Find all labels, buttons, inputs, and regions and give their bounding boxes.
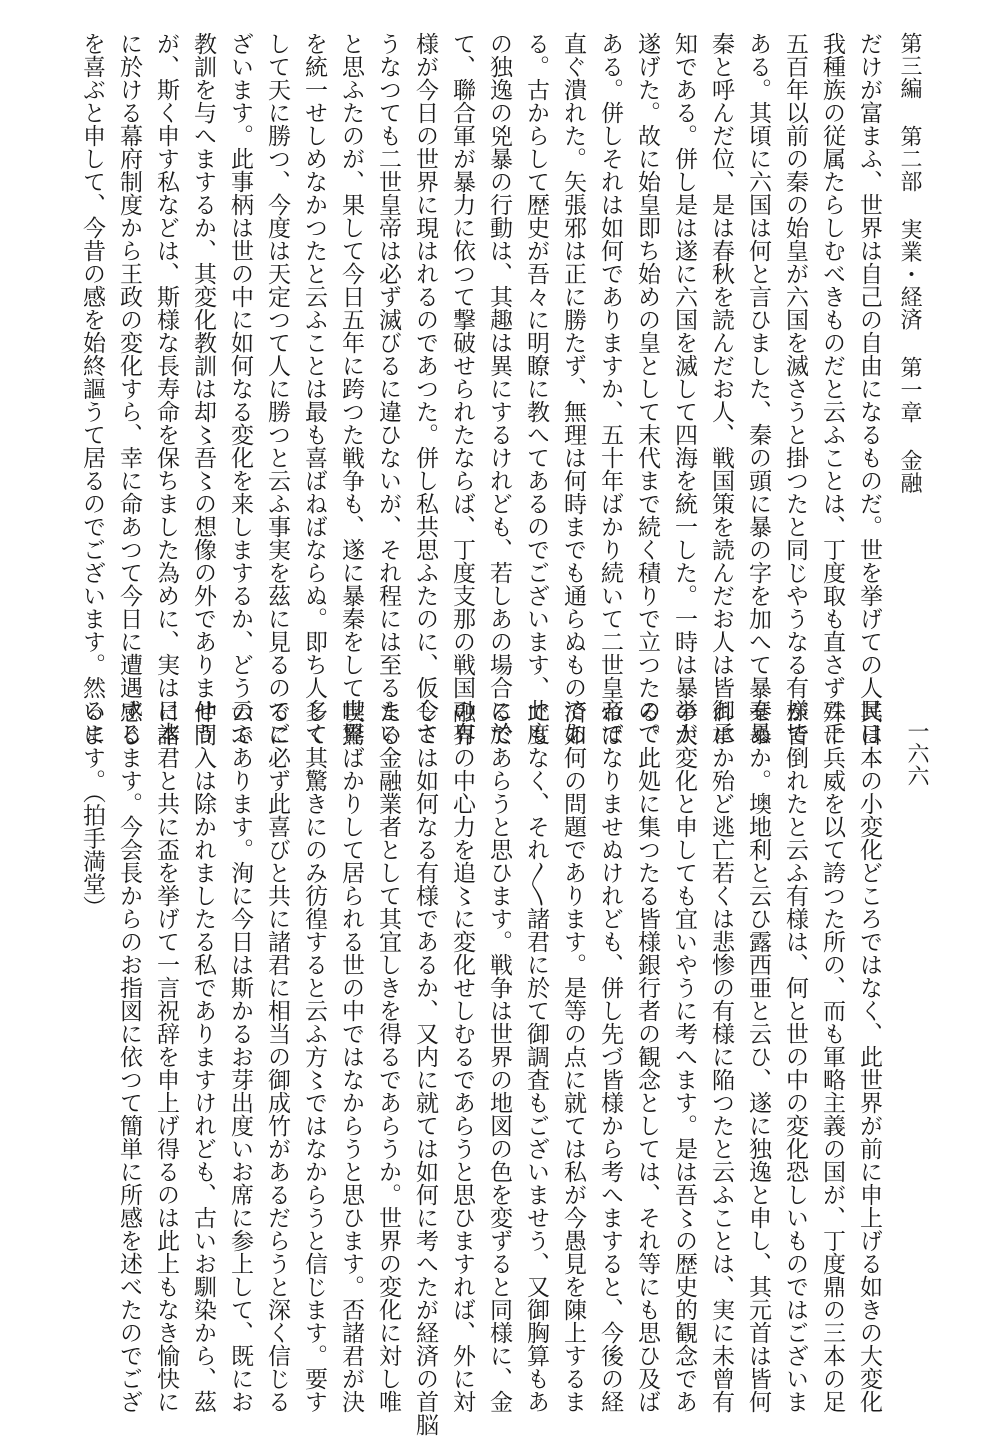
text-line: 我種族の従属たらしむべきものだと云ふことは、丁度取も直さず二千: [819, 32, 845, 745]
text-line: 殊に兵威を以て誇つた所の、而も軍略主義の国が、丁度鼎の三本の足: [819, 700, 845, 1413]
text-line: 其日本の小変化どころではなく、此世界が前に申上げる如きの大変化: [856, 700, 882, 1413]
text-line: ある。併しそれは如何でありますか、五十年ばかり続いて二世皇帝で: [597, 32, 623, 745]
text-line: のであります。洵に今日は斯かるお芽出度いお席に参上して、既にお: [227, 700, 253, 1413]
text-line: るであらうと思ひます。戦争は世界の地図の色を変ずると同様に、金: [486, 700, 512, 1413]
text-line: ねばなりませぬけれども、併し先づ皆様から考へますると、今後の経: [597, 700, 623, 1413]
text-line: て、聯合軍が暴力に依つて撃破せられたならば、丁度支那の戦国の有: [449, 32, 475, 745]
page-number: 一六六: [904, 720, 929, 787]
text-line: 喫驚ばかりして居られる世の中ではなからうと思ひます。否諸君が決: [338, 700, 364, 1413]
text-line: います。（拍手満堂）: [79, 700, 105, 919]
text-line: と思ふたのが、果して今日五年に跨つた戦争も、遂に暴秦をして世界: [338, 32, 364, 745]
text-line: 知である。併し是は遂に六国を滅して四海を統一した。一時は暴挙が: [671, 32, 697, 745]
text-line: でもなく、それ〳〵諸君に於て御調査もございませう、又御胸算もあ: [523, 700, 549, 1413]
text-line: しては如何なる有様であるか、又内に就ては如何に考へたが経済の首脳: [412, 700, 438, 1436]
text-line: して其驚きにのみ彷徨すると云ふ方〻ではなからうと信じます。要す: [301, 700, 327, 1413]
running-header-text: 第三編 第二部 実業・経済 第一章 金融: [897, 32, 922, 494]
text-line: うなつても二世皇帝は必ず滅びるに違ひないが、それ程には至るまい: [375, 32, 401, 745]
text-line: の大変化と申しても宜いやうに考へます。是は吾〻の歴史的観念であ: [671, 700, 697, 1413]
text-line: を喜ぶと申して、今昔の感を始終謳うて居るのでございます。然るに: [79, 32, 105, 745]
text-line: を統一せしめなかつたと云ふことは最も喜ばねばならぬ。即ち人多く: [301, 32, 327, 745]
text-line: るに必ず此喜びと共に諸君に相当の御成竹があるだらうと深く信じる: [264, 700, 290, 1413]
text-line: 秦と呼んだ位、是は春秋を読んだお人、戦国策を読んだお人は皆御承: [708, 32, 734, 745]
text-line: 遂げた。故に始皇即ち始めの皇として末代まで続く積りで立つたので: [634, 32, 660, 745]
text-line: 仲間入は除かれましたる私でありますけれども、古いお馴染から、茲: [190, 700, 216, 1413]
text-line: が、斯く申す私などは、斯様な長寿命を保ちました為めに、実は日本: [153, 32, 179, 745]
text-line: だけが富まふ、世界は自己の自由になるものだ。世を挙げての人民は: [856, 32, 882, 745]
text-line: 済如何の問題であります。是等の点に就ては私が今愚見を陳上するま: [560, 700, 586, 1413]
text-line: の独逸の兇暴の行動は、其趣は異にするけれども、若しあの場合に於: [486, 32, 512, 745]
lower-text-block: [79, 700, 882, 1436]
upper-text-block: [79, 32, 882, 745]
text-line: に諸君と共に盃を挙げて一言祝辞を申上げ得るのは此上もなき愉快に: [153, 700, 179, 1413]
text-line: せぬか。墺地利と云ひ露西亜と云ひ、遂に独逸と申し、其元首は皆何: [745, 700, 771, 1413]
running-header: [898, 32, 938, 672]
text-line: 教訓を与へまするか、其変化教訓は却〻吾〻の想像の外でありませう: [190, 32, 216, 745]
text-line: 融界の中心力を追〻に変化せしむるであらうと思ひますれば、外に対: [449, 700, 475, 1413]
text-line: して天に勝つ、今度は天定つて人に勝つと云ふ事実を茲に見るのでご: [264, 32, 290, 745]
text-line: ある。其頃に六国は何と言ひました、秦の頭に暴の字を加へて暴秦暴: [745, 32, 771, 745]
text-line: れにか殆ど逃亡若くは悲惨の有様に陥つたと云ふことは、実に未曾有: [708, 700, 734, 1413]
text-line: 感じます。今会長からのお指図に依つて簡単に所感を述べたのでござ: [116, 700, 142, 1413]
text-line: 五百年以前の秦の始皇が六国を滅さうと掛つたと同じやうなる有様で: [782, 32, 808, 745]
text-line: る。此処に集つたる皆様銀行者の観念としては、それ等にも思ひ及ば: [634, 700, 660, 1413]
text-line: に於ける幕府制度から王政の変化すら、幸に命あつて今日に遭遇する: [116, 32, 142, 745]
text-line: ざいます。此事柄は世の中に如何なる変化を来しまするか、どう云ふ: [227, 32, 253, 745]
text-line: 直ぐ潰れた。矢張邪は正に勝たず、無理は何時までも通らぬものであ: [560, 32, 586, 745]
text-line: が皆倒れたと云ふ有様は、何と世の中の変化恐しいものではございま: [782, 700, 808, 1413]
text-line: る。古からして歴史が吾々に明瞭に教へてあるのでございます、此度: [523, 32, 549, 745]
text-line: たる金融業者として其宜しきを得るであらうか。世界の変化に対し唯: [375, 700, 401, 1413]
text-line: 様が今日の世界に現はれるのであつた。併し私共思ふたのに、仮令さ: [412, 32, 438, 745]
